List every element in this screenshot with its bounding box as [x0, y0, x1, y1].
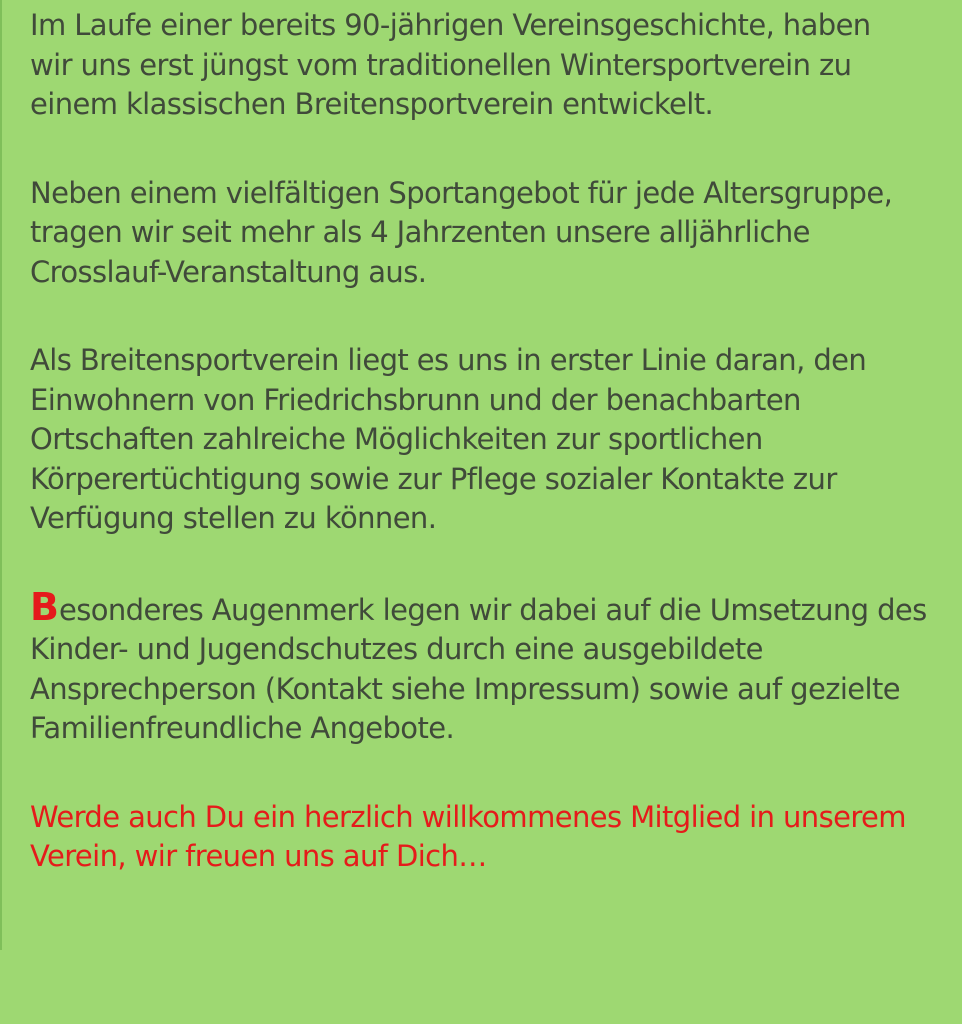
text-line: Neben einem vielfältigen Sportangebot für jede Altersgruppe, — [30, 175, 893, 210]
text-line: Einwohnern von Friedrichsbrunn und der benachbarten — [30, 382, 801, 417]
first-line-rest: esonderes Augenmerk legen wir dabei auf die Umsetzung des — [58, 592, 927, 627]
text-line: Körperertüchtigung sowie zur Pflege sozialer Kontakte zur — [30, 461, 837, 496]
text-line: Familienfreundliche Angebote. — [30, 711, 455, 745]
drop-cap: B — [30, 584, 59, 629]
text-line: Ansprechperson (Kontakt siehe Impressum) sowie auf gezielte — [30, 671, 901, 706]
text-line: tragen wir seit mehr als 4 Jahrzenten unsere alljährliche — [30, 215, 810, 249]
history-paragraph — [30, 6, 960, 125]
text-line: Verein, wir freuen uns auf Dich… — [30, 839, 487, 873]
paragraph-spacer — [30, 125, 960, 174]
text-line — [30, 584, 960, 631]
offer-paragraph — [30, 174, 960, 293]
text-line: Als Breitensportverein liegt es uns in erster Linie daran, den — [30, 343, 867, 377]
text-line: Im Laufe einer bereits 90-jährigen Vereinsgeschichte, haben — [30, 8, 871, 42]
text-line: Crosslauf-Veranstaltung aus. — [30, 254, 427, 289]
text-line: einem klassischen Breitensportverein entwickelt. — [30, 87, 714, 121]
youth-protection-paragraph — [30, 584, 960, 749]
paragraph-spacer — [30, 292, 960, 341]
text-line: Ortschaften zahlreiche Möglichkeiten zur sportlichen — [30, 422, 763, 456]
mission-paragraph — [30, 341, 960, 539]
text-line: Werde auch Du ein herzlich willkommenes Mitglied in unserem — [30, 799, 906, 834]
text-line: wir uns erst jüngst vom traditionellen Wintersportverein zu — [30, 47, 852, 82]
left-border-rule — [0, 0, 2, 950]
club-description — [30, 6, 960, 877]
paragraph-spacer — [30, 539, 960, 588]
text-line: Kinder- und Jugendschutzes durch eine ausgebildete — [30, 632, 763, 666]
text-line: Verfügung stellen zu können. — [30, 501, 437, 535]
paragraph-spacer — [30, 749, 960, 798]
invitation-paragraph — [30, 798, 960, 877]
